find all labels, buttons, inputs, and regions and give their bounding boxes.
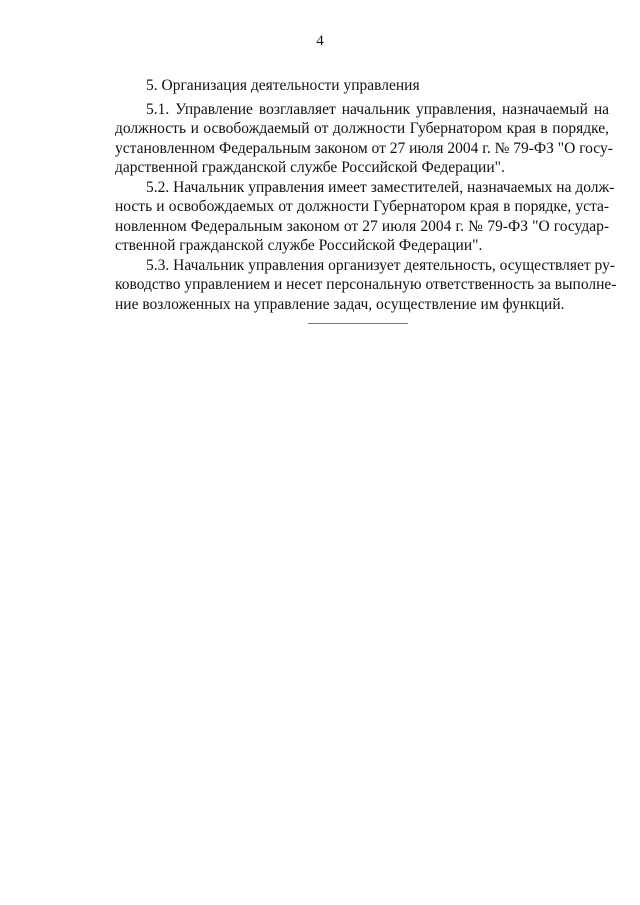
paragraph-line: 5.2. Начальник управления имеет заместителей, назначаемых на долж- [146,178,615,196]
end-separator-line [308,323,408,324]
document-body [115,76,617,314]
section-heading: 5. Организация деятельности управления [146,77,420,94]
paragraph-line: новленном Федеральным законом от 27 июля 2004 г. № 79-ФЗ "О государ- [115,217,609,235]
paragraph-line: 5.3. Начальник управления организует деятельность, осуществляет ру- [146,256,616,274]
paragraph-line: ственной гражданской службе Российской Федерации". [115,237,483,254]
page-number: 4 [316,33,324,49]
paragraph-line: ние возложенных на управление задач, осуществление им функций. [115,295,565,313]
paragraph-line: установленном Федеральным законом от 27 июля 2004 г. № 79-ФЗ "О госу- [115,139,613,157]
paragraph-line: ководство управлением и несет персональную ответственность за выполне- [115,276,617,293]
paragraph-line: ность и освобождаемых от должности Губернатором края в порядке, уста- [115,198,609,215]
paragraph-5-3 [115,256,617,315]
paragraph-line: должность и освобождаемый от должности Губернатором края в порядке, [115,120,609,137]
paragraph-5-2 [115,178,615,256]
paragraph-line: дарственной гражданской службе Российской Федерации". [115,159,505,176]
paragraph-line: 5.1. Управление возглавляет начальник управления, назначаемый на [146,100,609,118]
paragraph-5-1 [115,100,613,178]
